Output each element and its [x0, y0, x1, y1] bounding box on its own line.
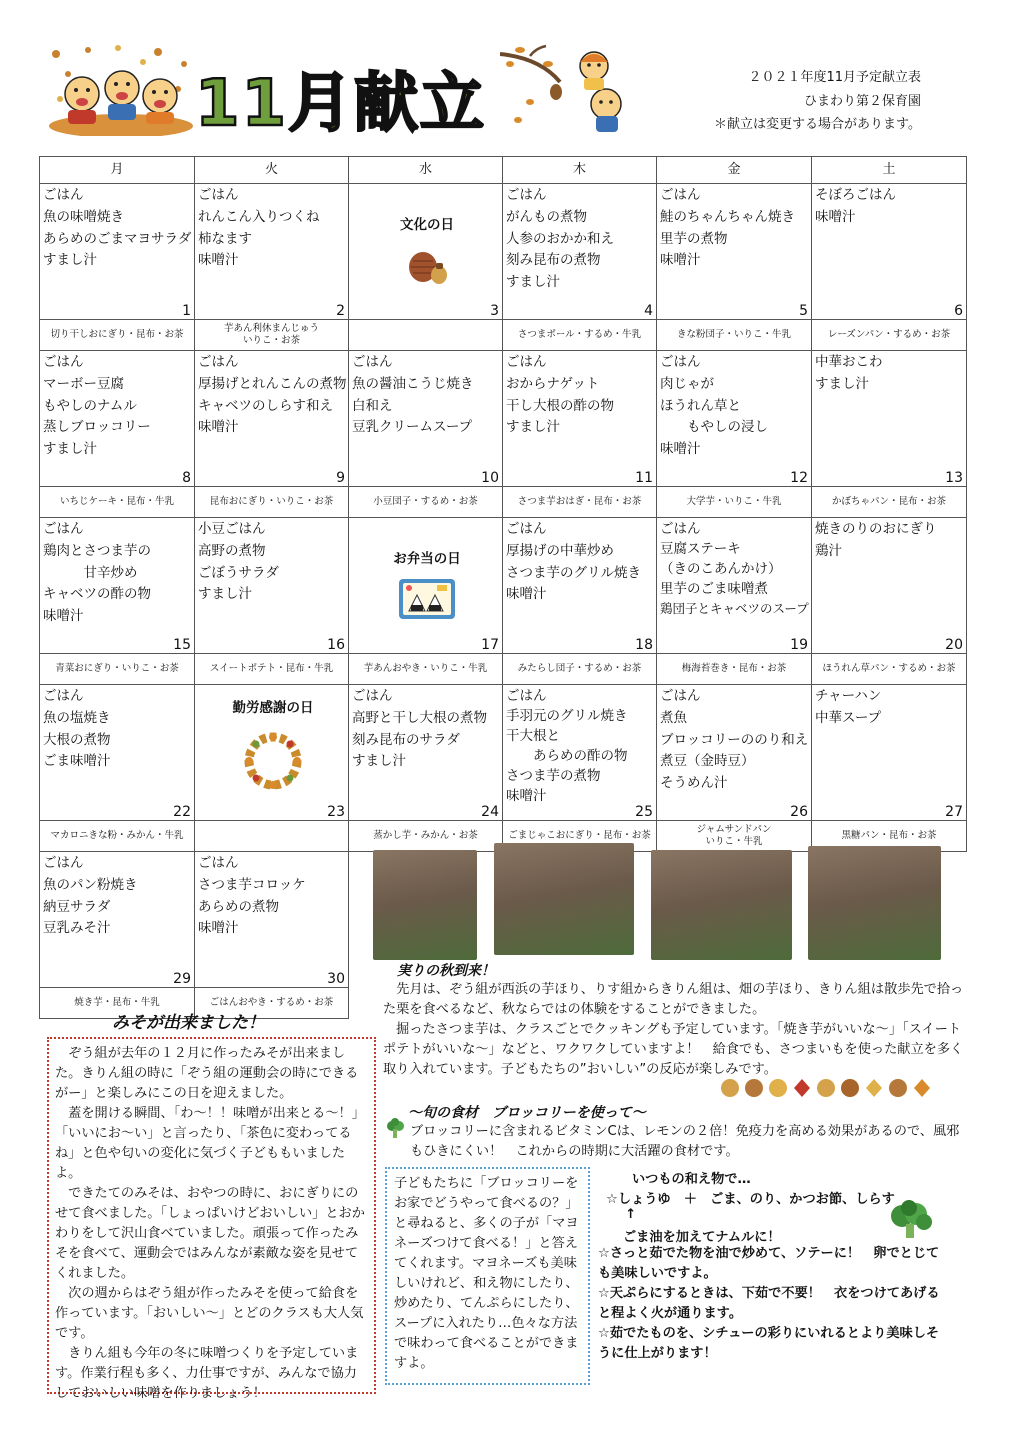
- miso-paragraph: きりん組も今年の冬に味噌つくりを予定しています。作業行程も多く、力仕事ですが、みんなで協力しておいしい味噌を作りましょう！: [55, 1346, 359, 1401]
- wreath-icon: [198, 726, 348, 796]
- menu-item: 里芋の煮物: [660, 230, 728, 247]
- menu-item: すまし汁: [815, 375, 869, 392]
- day-number: 5: [799, 303, 808, 319]
- menu-item: 柿なます: [198, 230, 252, 247]
- menu-item: ごはん: [660, 354, 701, 370]
- potato-digging-photo-4: [808, 846, 941, 960]
- tip-arrow: ↑: [625, 1207, 637, 1222]
- menu-item: 鶏団子とキャベツのスープ: [660, 601, 809, 616]
- nursery-name: ひまわり第２保育園: [803, 94, 921, 109]
- broccoli-large-icon: [886, 1200, 936, 1240]
- weekday-header: 金: [657, 157, 812, 184]
- menu-item: そぼろごはん: [815, 187, 896, 203]
- menu-item: 人参のおかか和え: [506, 230, 614, 247]
- day-cell: [812, 351, 967, 487]
- menu-item: 味噌汁: [815, 208, 856, 225]
- day-cell: [349, 685, 503, 821]
- menu-item: 鮭のちゃんちゃん焼き: [660, 208, 795, 225]
- day-cell: [195, 351, 349, 487]
- tip-intro: いつもの和え物で…: [632, 1172, 751, 1187]
- day-cell: [40, 351, 195, 487]
- menu-item: 鶏汁: [815, 542, 842, 559]
- miso-box: [47, 1037, 376, 1401]
- day-number: 1: [182, 303, 191, 319]
- day-number: 23: [327, 804, 345, 820]
- menu-item: 味噌汁: [198, 920, 239, 937]
- day-number: 12: [790, 470, 808, 486]
- menu-item: すまし汁: [352, 753, 406, 770]
- broccoli-tip: ☆茹でたものを、シチューの彩りにいれるとより美味しそうに仕上がります！: [598, 1326, 940, 1361]
- weekday-header: 土: [812, 157, 967, 184]
- snack-cell: 昆布おにぎり・いりこ・お茶: [195, 487, 349, 518]
- snack-cell: ほうれん草パン・するめ・お茶: [812, 654, 967, 685]
- bento-icon: [352, 577, 502, 621]
- menu-item: 豆乳クリームスープ: [352, 419, 473, 436]
- menu-item: ごはん: [198, 187, 239, 203]
- snack-cell: いちじケーキ・昆布・牛乳: [40, 487, 195, 518]
- snack-cell: かぼちゃパン・昆布・お茶: [812, 487, 967, 518]
- day-cell: [503, 184, 657, 320]
- menu-item: 味噌汁: [660, 441, 701, 458]
- weekday-header: 火: [195, 157, 349, 184]
- menu-item: 厚揚げとれんこんの煮物: [198, 375, 347, 392]
- menu-item: あらめのごまマヨサラダ: [43, 230, 192, 247]
- menu-item: 味噌汁: [198, 252, 239, 269]
- day-cell: [40, 685, 195, 821]
- menu-item: 豆腐ステーキ: [660, 541, 741, 557]
- day-number: 8: [182, 470, 191, 486]
- tree-kids-illustration: [500, 42, 632, 134]
- menu-item: 中華スープ: [815, 709, 882, 726]
- menu-item: さつま芋コロッケ: [198, 876, 306, 893]
- broccoli-heading: ～旬の食材 ブロッコリーを使って～: [408, 1105, 646, 1121]
- day-cell: [657, 685, 812, 821]
- menu-item: れんこん入りつくね: [198, 208, 320, 225]
- menu-item: ごま味噌汁: [43, 753, 111, 770]
- day-number: 6: [954, 303, 963, 319]
- day-number: 2: [336, 303, 345, 319]
- weekday-header: 月: [40, 157, 195, 184]
- day-number: 19: [790, 637, 808, 653]
- year-label: ２０２１年度11月予定献立表: [748, 70, 921, 85]
- menu-item: 大根の煮物: [43, 731, 111, 748]
- miso-paragraph: できたてのみそは、おやつの時に、おにぎりにのせて食べました。「しょっぱいけどおいしい」とおかわりをして沢山食べていました。頑張って作ったみそを食べて、運動会ではみんなが素敵な姿を見せてくれました。: [55, 1186, 365, 1281]
- broccoli-tip: ☆さっと茹でた物を油で炒めて、ソテーに！ 卵でとじても美味しいですよ。: [598, 1246, 940, 1281]
- day-cell: [812, 518, 967, 654]
- menu-item: 肉じゃが: [660, 375, 714, 392]
- menu-item: 納豆サラダ: [43, 898, 111, 915]
- day-cell: [195, 852, 349, 988]
- menu-item: 小豆ごはん: [198, 521, 266, 537]
- change-notice: ＊献立は変更する場合があります。: [714, 117, 921, 132]
- broccoli-text: ブロッコリーに含まれるビタミンCは、レモンの２倍！免疫力を高める効果があるので、風邪もひきにくい！ これからの時期に大活躍の食材です。: [410, 1124, 960, 1159]
- menu-item: キャベツの酢の物: [43, 586, 151, 603]
- menu-item: 味噌汁: [506, 788, 547, 804]
- acorn-icon: [352, 243, 502, 287]
- snack-cell: 小豆団子・するめ・お茶: [349, 487, 503, 518]
- menu-item: すまし汁: [198, 586, 252, 603]
- snack-cell: 芋あんおやき・いりこ・牛乳: [349, 654, 503, 685]
- day-number: 22: [173, 804, 191, 820]
- snack-cell: 切り干しおにぎり・昆布・お茶: [40, 320, 195, 351]
- broccoli-small-icon: [384, 1118, 406, 1140]
- day-number: 15: [173, 637, 191, 653]
- menu-item: ごはん: [43, 187, 84, 203]
- menu-item: あらめの煮物: [198, 898, 279, 915]
- menu-item: ごはん: [198, 855, 239, 871]
- menu-item: 蒸しブロッコリー: [43, 419, 151, 436]
- snack-cell: 青菜おにぎり・いりこ・お茶: [40, 654, 195, 685]
- menu-item: 魚の味噌焼き: [43, 208, 124, 225]
- menu-item: すまし汁: [506, 274, 560, 291]
- day-number: 11: [635, 470, 653, 486]
- snack-cell: さつま芋おはぎ・昆布・お茶: [503, 487, 657, 518]
- day-cell: [195, 685, 349, 821]
- menu-item: チャーハン: [815, 688, 882, 704]
- menu-item: 干し大根の酢の物: [506, 397, 614, 414]
- snack-cell: [195, 821, 349, 852]
- leaf-row-decoration: [718, 1076, 938, 1100]
- menu-item: ごはん: [506, 688, 547, 704]
- day-number: 25: [635, 804, 653, 820]
- day-cell: [195, 518, 349, 654]
- menu-item: マーボー豆腐: [43, 375, 124, 392]
- menu-item: キャベツのしらす和え: [198, 397, 333, 414]
- day-cell: [40, 852, 195, 988]
- potato-digging-photo-1: [373, 850, 477, 960]
- menu-item: すまし汁: [506, 419, 560, 436]
- menu-item: ごはん: [660, 521, 701, 537]
- menu-item: 魚の塩焼き: [43, 709, 111, 726]
- snack-cell: さつまボール・するめ・牛乳: [503, 320, 657, 351]
- day-number: 17: [481, 637, 499, 653]
- day-number: 16: [327, 637, 345, 653]
- menu-item: さつま芋のグリル焼き: [506, 564, 641, 581]
- menu-item: ごはん: [43, 688, 84, 704]
- snack-cell: ごまじゃこおにぎり・昆布・お茶: [503, 821, 657, 852]
- snack-cell: 焼き芋・昆布・牛乳: [40, 988, 195, 1019]
- weekday-header: 木: [503, 157, 657, 184]
- menu-item: 焼きのりのおにぎり: [815, 521, 937, 537]
- menu-item: 魚の醤油こうじ焼き: [352, 375, 474, 392]
- menu-item: ごはん: [43, 354, 84, 370]
- menu-item: 里芋のごま味噌煮: [660, 581, 768, 597]
- tip-formula: ☆しょうゆ ＋ ごま、のり、かつお節、しらす: [606, 1192, 895, 1207]
- day-cell: [503, 351, 657, 487]
- day-number: 20: [945, 637, 963, 653]
- day-cell: [657, 184, 812, 320]
- menu-item: 味噌汁: [43, 608, 84, 625]
- broccoli-question-box: [385, 1167, 590, 1385]
- weekday-header: 水: [349, 157, 503, 184]
- snack-cell: レーズンパン・するめ・お茶: [812, 320, 967, 351]
- menu-item: 刻み昆布の煮物: [506, 252, 601, 269]
- tip-sesame: ごま油を加えてナムルに！: [623, 1230, 781, 1245]
- broccoli-tip: ☆天ぷらにするときは、下茹で不要！ 衣をつけてあげると程よく火が通ります。: [598, 1286, 940, 1321]
- day-number: 3: [490, 303, 499, 319]
- menu-item: ブロッコリーののり和え: [660, 731, 809, 748]
- snack-cell: みたらし団子・するめ・お茶: [503, 654, 657, 685]
- day-cell: [349, 351, 503, 487]
- autumn-paragraph-2: 掘ったさつま芋は、クラスごとでクッキングも予定しています。「焼き芋がいいな～」「スイートポテトがいいな～」などと、ワクワクしていますよ！ 給食でも、さつまいもを使った献立を多く取り入れています。子どもたちの”おいしい”の反応が楽しみです。: [383, 1022, 964, 1077]
- menu-item: 煮豆（金時豆）: [660, 753, 755, 770]
- snack-cell: 大学芋・いりこ・牛乳: [657, 487, 812, 518]
- menu-item: 煮魚: [660, 709, 687, 726]
- broccoli-question-text: 子どもたちに「ブロッコリーをお家でどうやって食べるの？」と尋ねると、多くの子が「マヨネーズつけて食べる！」と答えてくれます。マヨネーズも美味しいけれど、和え物にしたり、炒めたり、てんぷらにしたり、スープに入れたり…色々な方法で味わって食べることができますよ。: [394, 1176, 579, 1371]
- menu-item: ほうれん草と: [660, 397, 741, 414]
- menu-item: もやしの浸し: [660, 419, 768, 436]
- menu-item: ごぼうサラダ: [198, 564, 279, 581]
- holiday-label: 文化の日: [400, 217, 454, 233]
- menu-item: 白和え: [352, 397, 393, 414]
- menu-item: 高野と干し大根の煮物: [352, 709, 487, 726]
- menu-item: 厚揚げの中華炒め: [506, 542, 614, 559]
- menu-item: ごはん: [198, 354, 239, 370]
- menu-item: 鶏肉とさつま芋の: [43, 542, 151, 559]
- day-cell: [40, 184, 195, 320]
- holiday-label: 勤労感謝の日: [232, 700, 314, 716]
- miso-paragraph: 次の週からはぞう組が作ったみそを使って給食を作っています。「おいしい～」とどのクラスも大人気です。: [55, 1286, 364, 1341]
- menu-item: ごはん: [506, 521, 547, 537]
- day-number: 30: [327, 971, 345, 987]
- miso-paragraph: ぞう組が去年の１２月に作ったみそが出来ました。きりん組の時に「ぞう組の運動会の時にできるがー」と楽しみにこの日を迎えました。: [55, 1046, 359, 1101]
- menu-item: 手羽元のグリル焼き: [506, 708, 628, 724]
- menu-item: ごはん: [43, 855, 84, 871]
- day-number: 24: [481, 804, 499, 820]
- day-number: 10: [481, 470, 499, 486]
- potato-digging-photo-2: [494, 843, 634, 955]
- day-cell: [657, 518, 812, 654]
- snack-cell: きな粉団子・いりこ・牛乳: [657, 320, 812, 351]
- menu-item: 高野の煮物: [198, 542, 266, 559]
- menu-item: がんもの煮物: [506, 208, 587, 225]
- day-number: 26: [790, 804, 808, 820]
- day-number: 29: [173, 971, 191, 987]
- day-number: 13: [945, 470, 963, 486]
- menu-item: あらめの酢の物: [506, 748, 628, 764]
- menu-item: 中華おこわ: [815, 354, 883, 370]
- menu-item: ごはん: [660, 187, 701, 203]
- day-number: 27: [945, 804, 963, 820]
- day-cell: [40, 518, 195, 654]
- miso-heading: みそが出来ました！: [112, 1013, 265, 1033]
- snack-cell: スイートポテト・昆布・牛乳: [195, 654, 349, 685]
- day-number: 4: [644, 303, 653, 319]
- day-cell: [349, 184, 503, 320]
- menu-item: おからナゲット: [506, 375, 600, 392]
- menu-item: ごはん: [352, 688, 393, 704]
- snack-cell: ごはんおやき・するめ・お茶: [195, 988, 349, 1019]
- day-number: 9: [336, 470, 345, 486]
- menu-item: 干大根と: [506, 728, 560, 744]
- menu-item: （きのこあんかけ）: [660, 561, 782, 577]
- miso-paragraph: 蓋を開ける瞬間、「わ～！！味噌が出来とる～！」「いいにお～い」と言ったり、「茶色に変わってるね」と色や匂いの変化に気づく子どももいましたよ。: [55, 1106, 365, 1181]
- autumn-heading: 実りの秋到来！: [397, 963, 495, 979]
- menu-item: 味噌汁: [660, 252, 701, 269]
- menu-item: 豆乳みそ汁: [43, 920, 111, 937]
- day-cell: [812, 184, 967, 320]
- broccoli-tips: [598, 1244, 948, 1364]
- menu-item: ごはん: [660, 688, 701, 704]
- day-cell: [349, 518, 503, 654]
- menu-item: さつま芋の煮物: [506, 768, 601, 784]
- day-cell: [503, 518, 657, 654]
- menu-item: もやしのナムル: [43, 397, 137, 414]
- menu-item: そうめん汁: [660, 775, 728, 792]
- kids-leaves-illustration: [48, 44, 194, 136]
- snack-cell: [349, 320, 503, 351]
- day-cell: [657, 351, 812, 487]
- menu-item: 甘辛炒め: [43, 564, 138, 581]
- holiday-label: お弁当の日: [393, 551, 461, 567]
- menu-item: ごはん: [506, 187, 547, 203]
- menu-item: 味噌汁: [198, 419, 239, 436]
- menu-item: ごはん: [506, 354, 547, 370]
- snack-cell: 黒糖パン・昆布・お茶: [812, 821, 967, 852]
- menu-item: ごはん: [352, 354, 393, 370]
- day-cell: [503, 685, 657, 821]
- menu-item: すまし汁: [43, 441, 97, 458]
- page-title: 11月献立: [195, 67, 487, 141]
- menu-item: 味噌汁: [506, 586, 547, 603]
- snack-cell: ジャムサンドパン いりこ・牛乳: [657, 821, 812, 852]
- menu-item: 魚のパン粉焼き: [43, 876, 138, 893]
- day-cell: [195, 184, 349, 320]
- snack-cell: 芋あん利休まんじゅう いりこ・お茶: [195, 320, 349, 351]
- day-cell: [812, 685, 967, 821]
- snack-cell: マカロニきな粉・みかん・牛乳: [40, 821, 195, 852]
- menu-item: 刻み昆布のサラダ: [352, 731, 460, 748]
- day-number: 18: [635, 637, 653, 653]
- snack-cell: 梅海苔巻き・昆布・お茶: [657, 654, 812, 685]
- autumn-paragraph-1: 先月は、ぞう組が西浜の芋ほり、りす組からきりん組は、畑の芋ほり、きりん組は散歩先で拾った栗を食べるなど、秋ならではの体験をすることができました。: [383, 982, 964, 1017]
- menu-item: すまし汁: [43, 252, 97, 269]
- menu-item: ごはん: [43, 521, 84, 537]
- snack-cell: 蒸かし芋・みかん・お茶: [349, 821, 503, 852]
- potato-digging-photo-3: [651, 850, 792, 960]
